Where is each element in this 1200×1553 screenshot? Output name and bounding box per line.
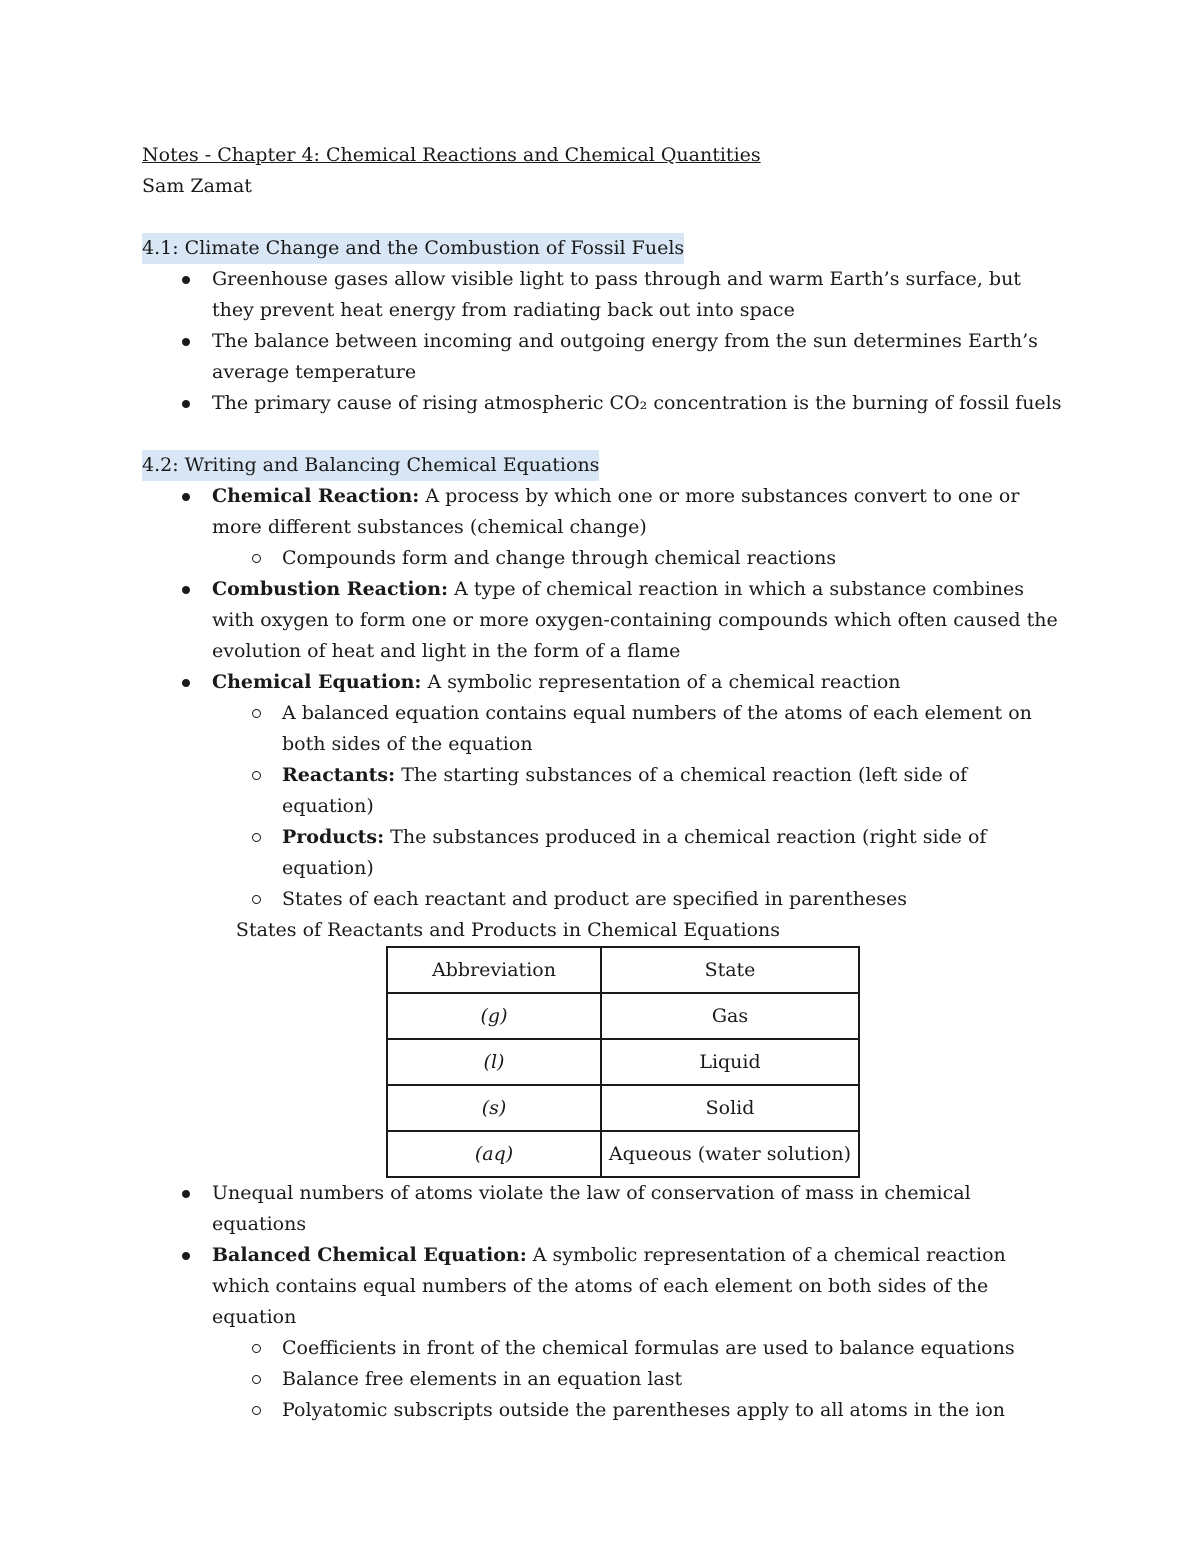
table-cell: Solid: [601, 1085, 859, 1131]
section-heading-4-2: 4.2: Writing and Balancing Chemical Equations: [142, 450, 599, 481]
list-item: The balance between incoming and outgoing energy from the sun determines Earth’s average temperature: [142, 326, 1062, 388]
sub-list-item: Compounds form and change through chemical reactions: [142, 543, 1062, 574]
sub-list-item: Polyatomic subscripts outside the parentheses apply to all atoms in the ion: [142, 1395, 1062, 1426]
table-cell: (l): [387, 1039, 601, 1085]
sub-list-item: States of each reactant and product are specified in parentheses: [142, 884, 1062, 915]
term-label: Combustion Reaction:: [212, 578, 449, 600]
table-cell: (g): [387, 993, 601, 1039]
section-4-2-list: [142, 481, 1062, 915]
term-label: Balanced Chemical Equation:: [212, 1244, 527, 1266]
table-caption: States of Reactants and Products in Chemical Equations: [235, 919, 781, 941]
sub-list-item-products: [142, 822, 1062, 884]
table-header-cell: State: [601, 947, 859, 993]
section-4-2-list-continued: [142, 1178, 1062, 1426]
list-item-chemical-reaction: [142, 481, 1062, 543]
term-label: Reactants:: [282, 764, 396, 786]
list-item-combustion-reaction: [142, 574, 1062, 667]
term-label: Chemical Reaction:: [212, 485, 420, 507]
term-definition: A symbolic representation of a chemical reaction which contains equal numbers of the atoms of each element on both sides of the equation: [212, 1244, 1006, 1328]
table-row: [387, 1039, 859, 1085]
term-label: Products:: [282, 826, 385, 848]
table-cell: Aqueous (water solution): [601, 1131, 859, 1177]
document-title: Notes - Chapter 4: Chemical Reactions and Chemical Quantities: [142, 144, 761, 166]
term-definition: A symbolic representation of a chemical reaction: [421, 671, 901, 693]
list-item: Unequal numbers of atoms violate the law of conservation of mass in chemical equations: [142, 1178, 1062, 1240]
table-row: [387, 1131, 859, 1177]
document-page: [142, 140, 1062, 1426]
list-item-chemical-equation: [142, 667, 1062, 698]
section-heading-4-1: 4.1: Climate Change and the Combustion of Fossil Fuels: [142, 233, 684, 264]
table-header-row: [387, 947, 859, 993]
list-item: Greenhouse gases allow visible light to pass through and warm Earth’s surface, but they prevent heat energy from radiating back out into space: [142, 264, 1062, 326]
table-row: [387, 1085, 859, 1131]
sub-list-item-reactants: [142, 760, 1062, 822]
sub-list-item: Balance free elements in an equation last: [142, 1364, 1062, 1395]
table-header-cell: Abbreviation: [387, 947, 601, 993]
table-cell: Gas: [601, 993, 859, 1039]
term-definition: The substances produced in a chemical reaction (right side of equation): [282, 826, 987, 879]
table-cell: (s): [387, 1085, 601, 1131]
states-table: [386, 946, 860, 1178]
table-cell: Liquid: [601, 1039, 859, 1085]
term-definition: The starting substances of a chemical reaction (left side of equation): [282, 764, 968, 817]
list-item: The primary cause of rising atmospheric CO₂ concentration is the burning of fossil fuels: [142, 388, 1062, 419]
term-definition: A process by which one or more substances convert to one or more different substances (chemical change): [212, 485, 1020, 538]
document-author: Sam Zamat: [142, 175, 252, 197]
table-row: [387, 993, 859, 1039]
table-cell: (aq): [387, 1131, 601, 1177]
term-definition: A type of chemical reaction in which a substance combines with oxygen to form one or more oxygen-containing compounds which often caused the evolution of heat and light in the form of a flame: [212, 578, 1058, 662]
list-item-balanced-equation: [142, 1240, 1062, 1333]
section-4-1-list: [142, 264, 1062, 419]
term-label: Chemical Equation:: [212, 671, 422, 693]
sub-list-item: A balanced equation contains equal numbers of the atoms of each element on both sides of the equation: [142, 698, 1062, 760]
sub-list-item: Coefficients in front of the chemical formulas are used to balance equations: [142, 1333, 1062, 1364]
